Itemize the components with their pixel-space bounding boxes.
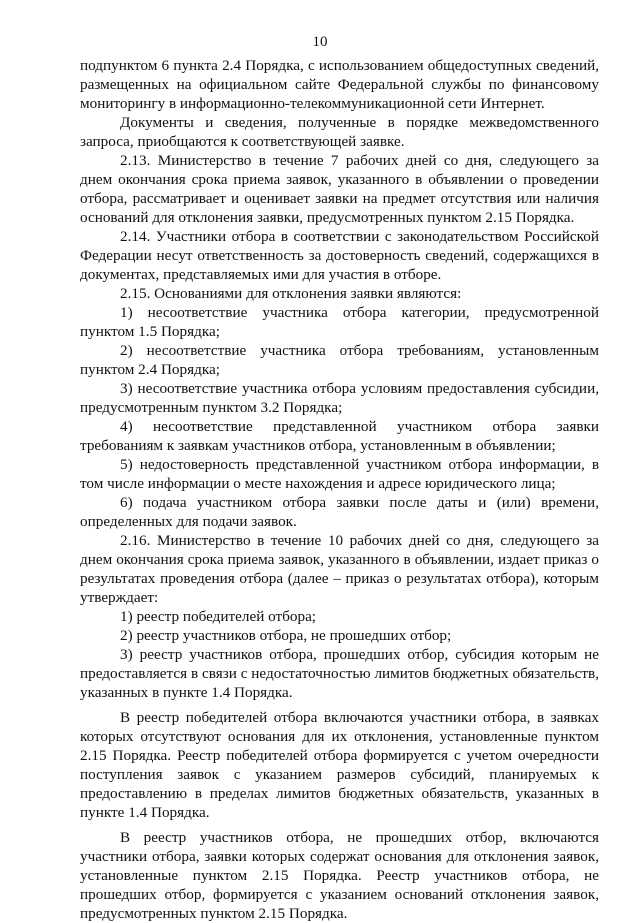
paragraph-documents: Документы и сведения, полученные в порядке межведомственного запроса, приобщаются к соответствующей заявке. <box>80 114 599 150</box>
registry-item-3: 3) реестр участников отбора, прошедших отбор, субсидия которым не предоставляется в связи с недостаточностью лимитов бюджетных обязательств, указанных в пункте 1.4 Порядка. <box>80 646 599 701</box>
list-item-4: 4) несоответствие представленной участником отбора заявки требованиям к заявкам участников отбора, установленным в объявлении; <box>80 418 599 454</box>
document-body <box>80 56 599 923</box>
list-item-3: 3) несоответствие участника отбора условиям предоставления субсидии, предусмотренным пунктом 3.2 Порядка; <box>80 380 599 416</box>
registry-item-1: 1) реестр победителей отбора; <box>120 608 317 625</box>
paragraph-continuation: подпунктом 6 пункта 2.4 Порядка, с использованием общедоступных сведений, размещенных на официальном сайте Федеральной службы по финансовому мониторингу в информационно-телекоммуникационной сети Интернет. <box>80 57 599 112</box>
page-number: 10 <box>312 34 328 50</box>
paragraph-rejected-registry: В реестр участников отбора, не прошедших отбор, включаются участники отбора, заявки которых содержат основания для отклонения заявок, установленные пунктом 2.15 Порядка. Реестр участников отбора, не прошедших отбор, формируется с указанием оснований отклонения заявок, предусмотренных пунктом 2.15 Порядка. <box>80 829 599 922</box>
list-item-5: 5) недостоверность представленной участником отбора информации, в том числе информации о месте нахождения и адресе юридического лица; <box>80 456 599 492</box>
paragraph-2-16: 2.16. Министерство в течение 10 рабочих дней со дня, следующего за днем окончания срока приема заявок, указанного в объявлении, издает приказ о результатах проведения отбора (далее – приказ о результатах отбора), которым утверждает: <box>80 532 599 606</box>
paragraph-winners-registry: В реестр победителей отбора включаются участники отбора, в заявках которых отсутствуют основания для их отклонения, установленные пунктом 2.15 Порядка. Реестр победителей отбора формируется с учетом очередности поступления заявок с указанием размеров субсидий, планируемых к предоставлению в пределах лимитов бюджетных обязательств, указанных в пункте 1.4 Порядка. <box>80 709 599 821</box>
list-item-2: 2) несоответствие участника отбора требованиям, установленным пунктом 2.4 Порядка; <box>80 342 599 378</box>
paragraph-2-14: 2.14. Участники отбора в соответствии с законодательством Российской Федерации несут ответственность за достоверность сведений, содержащихся в документах, представляемых ими для участия в отборе. <box>80 228 599 283</box>
paragraph-2-15: 2.15. Основаниями для отклонения заявки являются: <box>120 285 462 302</box>
list-item-1: 1) несоответствие участника отбора категории, предусмотренной пунктом 1.5 Порядка; <box>80 304 599 340</box>
paragraph-2-13: 2.13. Министерство в течение 7 рабочих дней со дня, следующего за днем окончания срока приема заявок, указанного в объявлении о проведении отбора, рассматривает и оценивает заявки на предмет отсутствия или наличия оснований для отклонения заявки, предусмотренных пунктом 2.15 Порядка. <box>80 152 599 226</box>
registry-item-2: 2) реестр участников отбора, не прошедших отбор; <box>120 627 452 644</box>
list-item-6: 6) подача участником отбора заявки после даты и (или) времени, определенных для подачи заявок. <box>80 494 599 530</box>
